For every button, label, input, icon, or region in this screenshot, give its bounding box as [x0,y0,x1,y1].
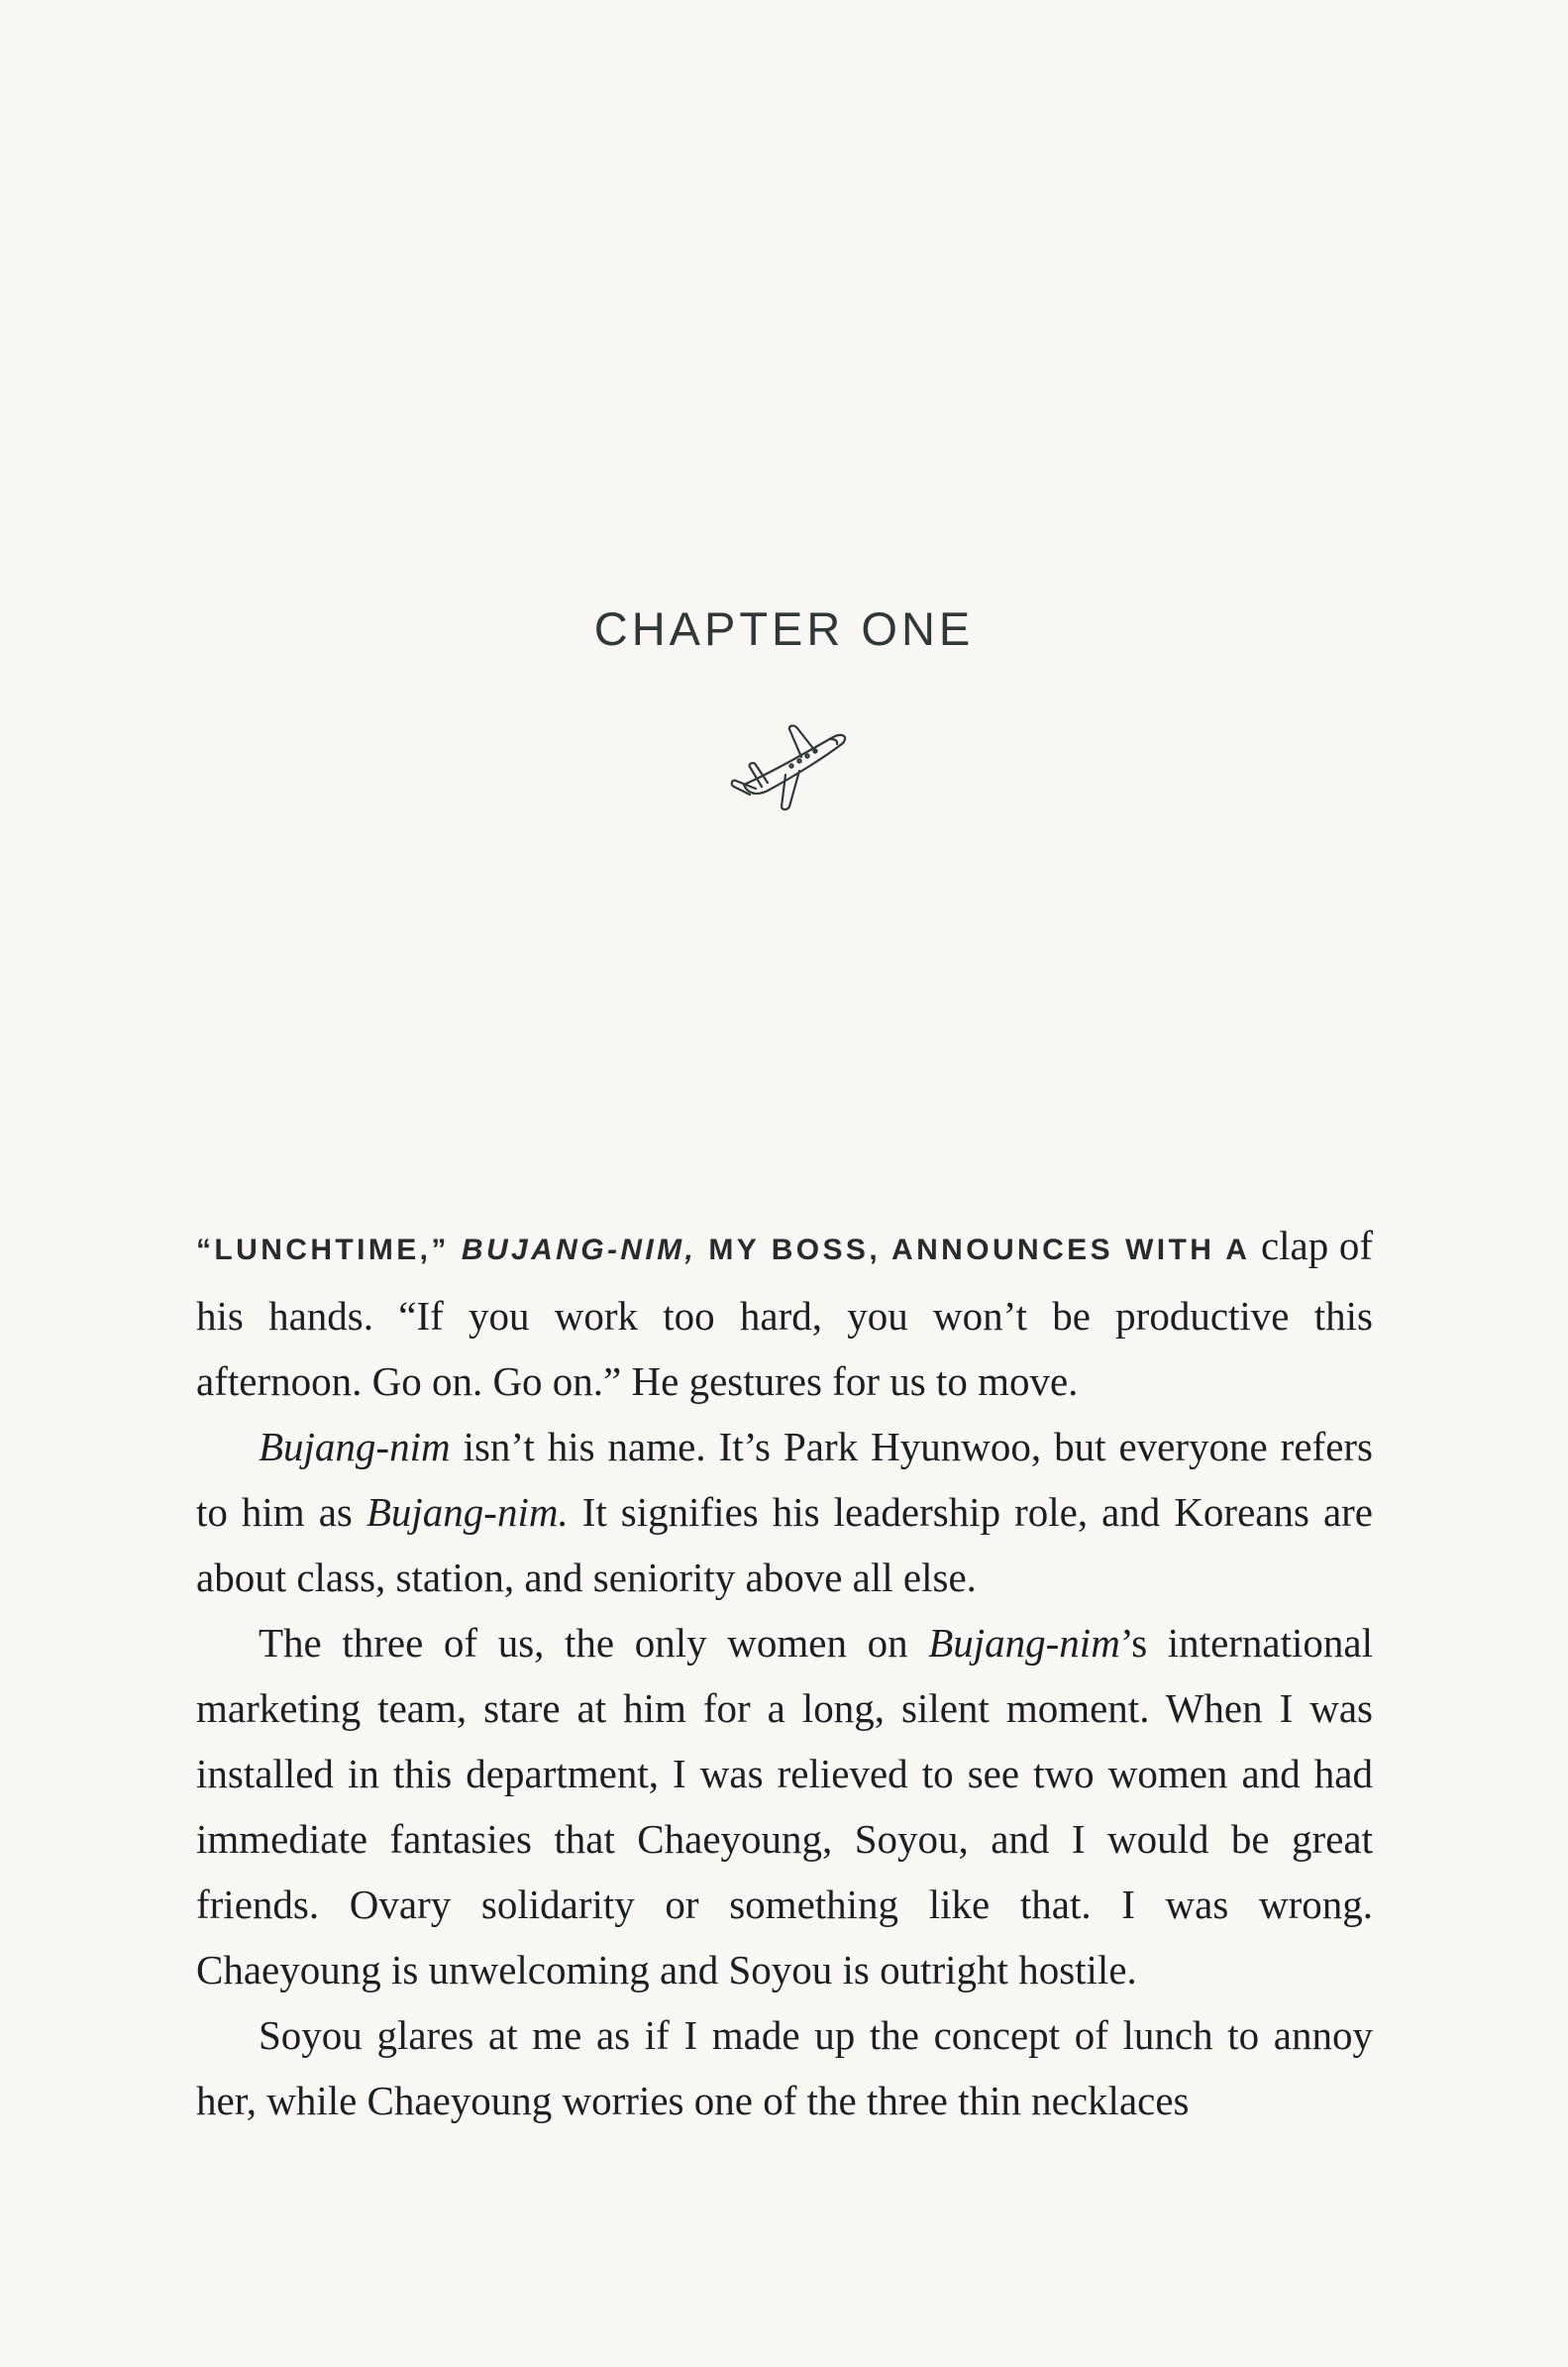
opening-emphasis: BUJANG-NIM, [461,1234,697,1266]
paragraph-3-emphasis: Bujang-nim [928,1620,1120,1666]
chapter-title: CHAPTER ONE [593,602,975,655]
paragraph-1-text: clap of his hands. “If you work too hard, you won’t be productive this afternoon. Go on. Go on.” He gestures for us to move. [196,1223,1374,1404]
paragraph-2-text-b: It signifies his leadership role, and Koreans are about class, station, and seniority above all else. [196,1489,1373,1600]
paragraph-3-text-b: ’s international marketing team, stare at him for a long, silent moment. When I was installed in this department, I was relieved to see two women and had immediate fantasies that Chaeyoung, Soyou, and I would be great friends. Ovary solidarity or something like that. I was wrong. Chaeyoung is unwelcoming and Soyou is outright hostile. [196,1620,1373,1992]
opening-rest: MY BOSS, ANNOUNCES WITH A [696,1234,1251,1266]
body-text [196,1213,1373,2133]
paragraph-2-emphasis-1: Bujang-nim [259,1424,451,1469]
paragraph-3 [196,1610,1373,2002]
opening-smallcaps [196,1234,1250,1266]
paragraph-3-text-a: The three of us, the only women on [259,1620,929,1666]
opening-quote: “LUNCHTIME,” [196,1234,462,1266]
airplane-icon [716,715,855,814]
paragraph-2-text-a: isn’t his name. It’s Park Hyunwoo, but everyone refers to him as [196,1424,1373,1535]
paragraph-1 [196,1213,1373,1414]
paragraph-4: Soyou glares at me as if I made up the concept of lunch to annoy her, while Chaeyoung worries one of the three thin necklaces [196,2012,1373,2123]
paragraph-2 [196,1414,1373,1610]
paragraph-2-emphasis-2: Bujang-nim. [366,1489,569,1535]
